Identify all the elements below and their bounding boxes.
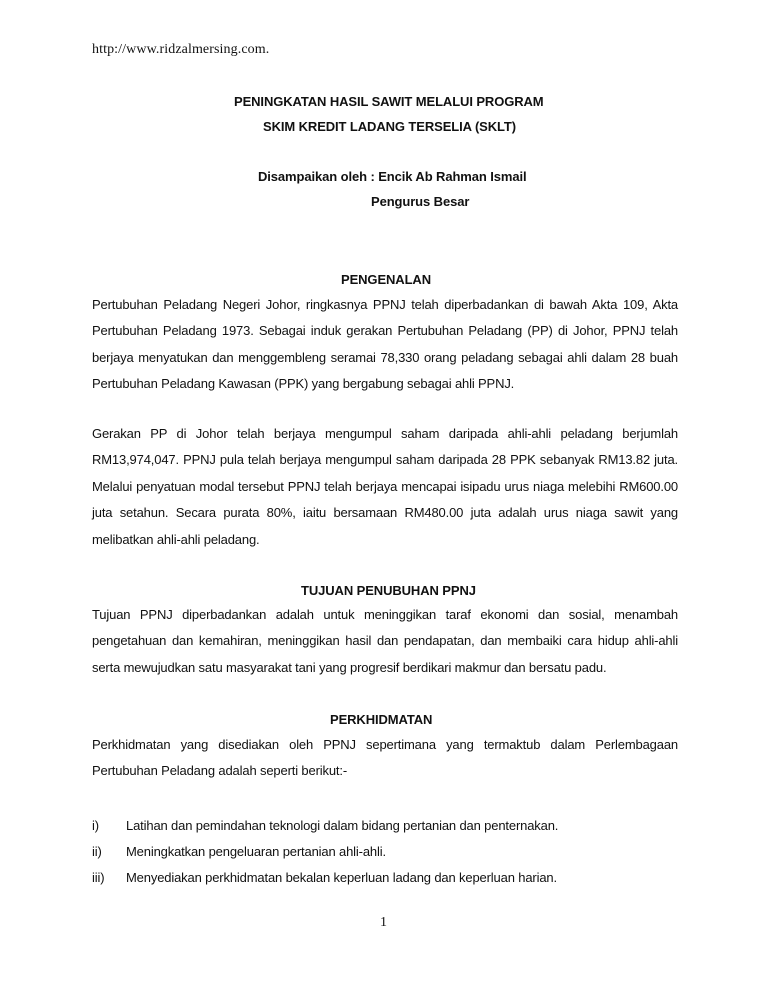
services-paragraph: Perkhidmatan yang disediakan oleh PPNJ sepertimana yang termaktub dalam Perlembagaan Pertubuhan Peladang adalah seperti berikut:- <box>92 737 678 779</box>
list-item <box>92 812 692 838</box>
list-item-text: Menyediakan perkhidmatan bekalan keperluan ladang dan keperluan harian. <box>126 869 557 885</box>
purpose-paragraph: Tujuan PPNJ diperbadankan adalah untuk meninggikan taraf ekonomi dan sosial, menambah pengetahuan dan kemahiran, meninggikan hasil dan pendapatan, dan membaiki cara hidup ahli-ahli serta mewujudkan satu masyarakat tani yang progresif berdikari makmur dan bersatu padu. <box>92 607 678 675</box>
page-number: 1 <box>380 915 387 930</box>
presenter-position: Pengurus Besar <box>371 194 470 209</box>
introduction-paragraph-2: Gerakan PP di Johor telah berjaya mengumpul saham daripada ahli-ahli peladang berjumlah RM13,974,047. PPNJ pula telah berjaya mengumpul saham daripada 28 PPK sebanyak RM13.82 juta. Melalui penyatuan modal tersebut PPNJ telah berjaya mencapai isipadu urus niaga melebihi RM600.00 juta setahun. Secara purata 80%, iaitu bersamaan RM480.00 juta adalah urus niaga sawit yang melibatkan ahli-ahli peladang. <box>92 426 678 547</box>
document-title-line-1: PENINGKATAN HASIL SAWIT MELALUI PROGRAM <box>234 94 544 109</box>
list-item <box>92 864 692 890</box>
document-title-line-2: SKIM KREDIT LADANG TERSELIA (SKLT) <box>263 119 516 134</box>
header-url: http://www.ridzalmersing.com. <box>92 42 270 57</box>
list-item <box>92 838 692 864</box>
section-heading-introduction: PENGENALAN <box>341 272 432 287</box>
services-list <box>92 812 692 890</box>
list-item-text: Latihan dan pemindahan teknologi dalam bidang pertanian dan penternakan. <box>126 817 559 833</box>
list-marker: i) <box>92 817 99 833</box>
section-heading-services: PERKHIDMATAN <box>330 712 433 727</box>
section-heading-purpose: TUJUAN PENUBUHAN PPNJ <box>301 583 476 598</box>
introduction-paragraph-1: Pertubuhan Peladang Negeri Johor, ringkasnya PPNJ telah diperbadankan di bawah Akta 109, Akta Pertubuhan Peladang 1973. Sebagai induk gerakan Pertubuhan Peladang (PP) di Johor, PPNJ telah berjaya menyatukan dan menggembleng seramai 78,330 orang peladang sebagai ahli dalam 28 buah Pertubuhan Peladang Kawasan (PPK) yang bergabung sebagai ahli PPNJ. <box>92 297 678 392</box>
list-item-text: Meningkatkan pengeluaran pertanian ahli-ahli. <box>126 843 386 859</box>
list-marker: ii) <box>92 843 102 859</box>
presenter-line: Disampaikan oleh : Encik Ab Rahman Ismail <box>258 169 527 184</box>
list-marker: iii) <box>92 869 105 885</box>
